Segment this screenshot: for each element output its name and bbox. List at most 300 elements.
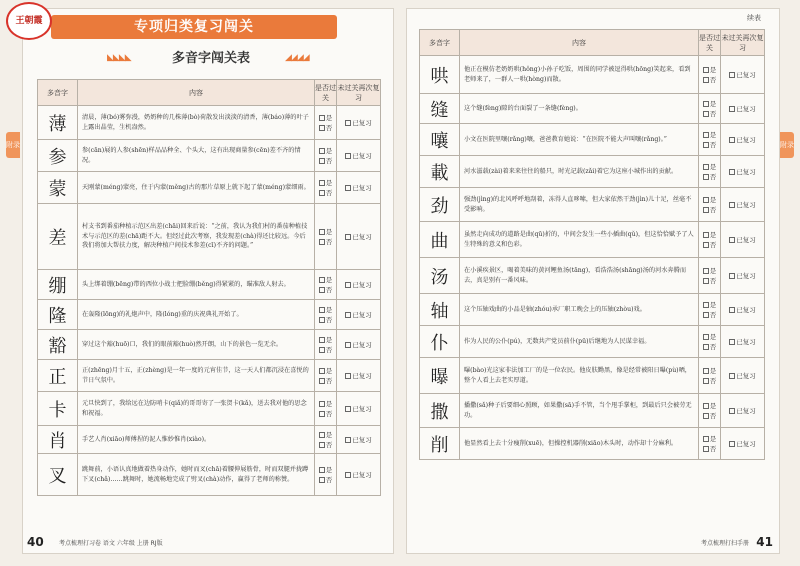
- col-header-content: 内容: [78, 80, 315, 106]
- col-header-char: 多音字: [420, 30, 460, 56]
- pass-yes-option[interactable]: [699, 99, 720, 109]
- checkbox-icon: [703, 378, 709, 384]
- example-sentence: 在小溪疾景区，喝着美味的黄河鲤鱼汤(tāng)，看浩浩汤(shāng)汤的河水奔腾而去，真是别有一番风味。: [460, 258, 699, 294]
- review-label: 已复习: [736, 201, 756, 209]
- pass-yes-option[interactable]: [699, 162, 720, 172]
- pass-yes-option[interactable]: [699, 130, 720, 140]
- pass-no-label: 否: [709, 109, 717, 118]
- review-cell: [337, 426, 381, 454]
- review-cell: [721, 326, 765, 358]
- pass-checkboxes: [699, 326, 721, 358]
- review-cell: [721, 156, 765, 188]
- table-row: [38, 140, 381, 172]
- checkbox-icon: [703, 111, 709, 117]
- checkbox-icon: [703, 446, 709, 452]
- review-option[interactable]: [345, 405, 372, 413]
- example-sentence: 穿过这个豁(huō)口，我们的眼前豁(huò)然开朗，山下的景色一览无余。: [78, 330, 315, 360]
- pass-no-option[interactable]: [699, 411, 720, 421]
- pass-no-option[interactable]: [315, 123, 336, 133]
- review-cell: [337, 106, 381, 140]
- review-cell: [337, 204, 381, 270]
- review-cell: [721, 258, 765, 294]
- pass-no-option[interactable]: [699, 240, 720, 250]
- table-row: [420, 428, 765, 460]
- example-sentence: 天刚蒙(méng)蒙亮，住于内蒙(měng)古的那片草原上就下起了蒙(méng)蒙细雨。: [78, 172, 315, 204]
- checkbox-icon: [703, 142, 709, 148]
- pass-no-option[interactable]: [315, 376, 336, 386]
- pass-checkboxes: [699, 94, 721, 124]
- checkbox-icon: [703, 101, 709, 107]
- checkbox-icon: [345, 437, 351, 443]
- pass-checkboxes: [699, 56, 721, 94]
- review-cell: [721, 294, 765, 326]
- review-option[interactable]: [729, 136, 756, 144]
- pass-no-label: 否: [709, 75, 717, 84]
- polyphone-char: 差: [38, 204, 78, 270]
- polyphone-char: 轴: [420, 294, 460, 326]
- pass-yes-label: 是: [325, 275, 333, 284]
- review-option[interactable]: [345, 119, 372, 127]
- pass-checkboxes: [315, 426, 337, 454]
- pass-no-label: 否: [325, 475, 333, 484]
- checkbox-icon: [319, 115, 325, 121]
- polyphone-char: 缝: [420, 94, 460, 124]
- page-number: 40: [27, 535, 44, 549]
- table-row: [38, 270, 381, 300]
- review-option[interactable]: [729, 272, 756, 280]
- review-option[interactable]: [345, 281, 372, 289]
- review-option[interactable]: [729, 71, 756, 79]
- example-sentence: 这个压轴戏曲的小品是轴(zhóu)承厂职工晚会上的压轴(zhòu)戏。: [460, 294, 699, 326]
- polyphone-char: 削: [420, 428, 460, 460]
- example-sentence: 他正在模仿老奶奶哄(hǒng)小孙子吃饭，周围的同学被逗得哄(hōng)笑起来，看到老师来了，一群人一哄(hòng)而散。: [460, 56, 699, 94]
- checkbox-icon: [729, 408, 735, 414]
- pass-no-label: 否: [709, 310, 717, 319]
- checkbox-icon: [729, 237, 735, 243]
- pass-yes-option[interactable]: [315, 305, 336, 315]
- pass-no-label: 否: [325, 188, 333, 197]
- brand-logo: 王朝霞: [6, 2, 52, 40]
- review-option[interactable]: [345, 436, 372, 444]
- pass-yes-label: 是: [325, 335, 333, 344]
- checkbox-icon: [345, 153, 351, 159]
- pass-yes-option[interactable]: [699, 65, 720, 75]
- pass-checkboxes: [699, 188, 721, 222]
- review-cell: [337, 300, 381, 330]
- checkbox-icon: [703, 413, 709, 419]
- pass-checkboxes: [315, 106, 337, 140]
- pass-yes-option[interactable]: [315, 465, 336, 475]
- checkbox-icon: [703, 368, 709, 374]
- pass-yes-label: 是: [325, 430, 333, 439]
- table-row: [420, 156, 765, 188]
- pass-yes-label: 是: [325, 465, 333, 474]
- table-row: [420, 294, 765, 326]
- pass-checkboxes: [699, 222, 721, 258]
- polyphone-char: 叉: [38, 454, 78, 496]
- review-label: 已复习: [352, 311, 372, 319]
- pass-no-label: 否: [709, 205, 717, 214]
- pass-yes-option[interactable]: [699, 401, 720, 411]
- polyphone-char: 仆: [420, 326, 460, 358]
- checkbox-icon: [703, 334, 709, 340]
- pass-checkboxes: [315, 360, 337, 392]
- pass-yes-label: 是: [325, 178, 333, 187]
- review-cell: [721, 124, 765, 156]
- pass-checkboxes: [699, 394, 721, 428]
- col-header-pass: 是否过关: [315, 80, 337, 106]
- checkbox-icon: [345, 342, 351, 348]
- pass-yes-option[interactable]: [315, 113, 336, 123]
- table-row: [38, 172, 381, 204]
- review-label: 已复习: [736, 136, 756, 144]
- polyphone-char: 載: [420, 156, 460, 188]
- pass-yes-label: 是: [325, 305, 333, 314]
- pass-checkboxes: [699, 258, 721, 294]
- checkbox-icon: [319, 337, 325, 343]
- table-row: [420, 188, 765, 222]
- col-header-char: 多音字: [38, 80, 78, 106]
- pass-checkboxes: [699, 156, 721, 188]
- pass-checkboxes: [315, 140, 337, 172]
- col-header-review: 未过关再次复习: [337, 80, 381, 106]
- pass-no-option[interactable]: [315, 285, 336, 295]
- pass-yes-option[interactable]: [315, 399, 336, 409]
- table-row: [38, 106, 381, 140]
- checkbox-icon: [319, 287, 325, 293]
- review-option[interactable]: [345, 311, 372, 319]
- table-row: [38, 392, 381, 426]
- review-label: 已复习: [736, 306, 756, 314]
- review-cell: [721, 56, 765, 94]
- review-option[interactable]: [345, 341, 372, 349]
- pass-yes-option[interactable]: [699, 332, 720, 342]
- pass-no-label: 否: [325, 156, 333, 165]
- checkbox-icon: [319, 477, 325, 483]
- polyphone-char: 嚷: [420, 124, 460, 156]
- checkbox-icon: [319, 467, 325, 473]
- pass-yes-label: 是: [709, 162, 717, 171]
- pass-no-option[interactable]: [315, 156, 336, 166]
- review-cell: [337, 330, 381, 360]
- example-sentence: 小文在医院里嚷(rǎng)嚷，爸爸教育她说：“在医院不能大声叫嚷(rǎng)。”: [460, 124, 699, 156]
- review-cell: [337, 360, 381, 392]
- pass-no-option[interactable]: [699, 376, 720, 386]
- polyphone-char: 豁: [38, 330, 78, 360]
- deco-right-icon: ◢◢◢◢: [285, 53, 309, 63]
- checkbox-icon: [729, 273, 735, 279]
- pass-no-option[interactable]: [699, 444, 720, 454]
- review-option[interactable]: [729, 338, 756, 346]
- polyphone-char: 隆: [38, 300, 78, 330]
- col-header-pass: 是否过关: [699, 30, 721, 56]
- pass-checkboxes: [315, 204, 337, 270]
- table-row: [420, 326, 765, 358]
- example-sentence: 播撒(sǎ)种子后要细心照顾，如果撒(sā)手不管，当个甩手掌柜，到最后只会被劳无功。: [460, 394, 699, 428]
- checkbox-icon: [319, 378, 325, 384]
- example-sentence: 在轰隆(lōng)的礼炮声中，隆(lóng)重的庆祝典礼开始了。: [78, 300, 315, 330]
- pass-no-label: 否: [325, 409, 333, 418]
- pass-no-label: 否: [709, 411, 717, 420]
- checkbox-icon: [703, 344, 709, 350]
- checkbox-icon: [703, 312, 709, 318]
- checkbox-icon: [703, 67, 709, 73]
- table-row: [420, 222, 765, 258]
- page-header: 专项归类复习闯关: [51, 15, 337, 39]
- pass-no-label: 否: [709, 172, 717, 181]
- example-sentence: 跳舞前，小语认真地做着热身动作，她时而叉(chā)着腰伸展筋骨，时而双腿并拢蹲下叉(chǎ)……跳舞时，她流畅地完成了劈叉(chà)动作，赢得了老师的称赞。: [78, 454, 315, 496]
- pass-no-option[interactable]: [315, 188, 336, 198]
- checkbox-icon: [319, 347, 325, 353]
- review-label: 已复习: [736, 440, 756, 448]
- pass-no-option[interactable]: [699, 109, 720, 119]
- review-label: 已复习: [736, 407, 756, 415]
- table-row: [420, 56, 765, 94]
- pass-no-option[interactable]: [699, 140, 720, 150]
- checkbox-icon: [729, 441, 735, 447]
- review-cell: [721, 222, 765, 258]
- review-label: 已复习: [352, 372, 372, 380]
- checkbox-icon: [345, 185, 351, 191]
- checkbox-icon: [345, 282, 351, 288]
- checkbox-icon: [729, 137, 735, 143]
- pass-yes-option[interactable]: [315, 275, 336, 285]
- example-sentence: 曝(bào)光这家非法加工厂的是一位农民。他皮肤黝黑，像是经常被阳日曝(pù)晒，整个人看上去老实厚道。: [460, 358, 699, 394]
- checkbox-icon: [703, 436, 709, 442]
- polyphone-char: 蒙: [38, 172, 78, 204]
- page-footer: 考点梳理打扫手册: [700, 540, 749, 547]
- review-cell: [337, 454, 381, 496]
- pass-yes-label: 是: [325, 113, 333, 122]
- pass-no-option[interactable]: [699, 310, 720, 320]
- table-row: [38, 454, 381, 496]
- polyphone-char: 曝: [420, 358, 460, 394]
- pass-yes-label: 是: [325, 227, 333, 236]
- checkbox-icon: [729, 202, 735, 208]
- checkbox-icon: [319, 401, 325, 407]
- review-option[interactable]: [345, 471, 372, 479]
- pass-yes-label: 是: [709, 332, 717, 341]
- checkbox-icon: [703, 77, 709, 83]
- polyphone-char: 正: [38, 360, 78, 392]
- pass-checkboxes: [315, 270, 337, 300]
- appendix-tab-right: 附录: [780, 132, 794, 158]
- polyphone-char: 哄: [420, 56, 460, 94]
- checkbox-icon: [345, 373, 351, 379]
- pass-no-label: 否: [709, 140, 717, 149]
- table-row: [38, 330, 381, 360]
- section-title: 多音字闯关表: [171, 51, 250, 66]
- pass-checkboxes: [315, 454, 337, 496]
- pass-no-option[interactable]: [315, 475, 336, 485]
- pass-yes-option[interactable]: [315, 430, 336, 440]
- table-row: [420, 358, 765, 394]
- pass-yes-option[interactable]: [699, 366, 720, 376]
- example-sentence: 手艺人肖(xiāo)师傅捏的泥人惟妙惟肖(xiào)。: [78, 426, 315, 454]
- checkbox-icon: [703, 174, 709, 180]
- example-sentence: 参(cān)展的人参(shēn)样品品种全、个头大，这有出现商量参(cēn)差不齐的情况。: [78, 140, 315, 172]
- checkbox-icon: [319, 180, 325, 186]
- pass-no-option[interactable]: [315, 440, 336, 450]
- example-sentence: 他显然看上去十分瘦削(xuē)，但操控机器削(xiāo)木头时，动作却十分麻利。: [460, 428, 699, 460]
- review-option[interactable]: [345, 184, 372, 192]
- review-label: 已复习: [736, 105, 756, 113]
- checkbox-icon: [729, 106, 735, 112]
- pass-yes-label: 是: [325, 399, 333, 408]
- checkbox-icon: [345, 406, 351, 412]
- pass-no-label: 否: [709, 240, 717, 249]
- checkbox-icon: [319, 411, 325, 417]
- right-page: [406, 8, 780, 554]
- table-row: [420, 94, 765, 124]
- table-row: [420, 394, 765, 428]
- review-option[interactable]: [729, 407, 756, 415]
- review-cell: [337, 140, 381, 172]
- example-sentence: 河水滋载(zài)着来来往往的船只，时光记载(zǎi)着它为这座小城作出的贡献。: [460, 156, 699, 188]
- example-sentence: 元旦快到了，我给远在边防哨卡(qiǎ)的哥哥寄了一张贺卡(kǎ)，送去我对他的思念和祝福。: [78, 392, 315, 426]
- review-label: 已复习: [352, 184, 372, 192]
- review-cell: [721, 188, 765, 222]
- review-option[interactable]: [345, 372, 372, 380]
- polyphone-char: 曲: [420, 222, 460, 258]
- pass-no-option[interactable]: [315, 409, 336, 419]
- pass-yes-label: 是: [709, 434, 717, 443]
- pass-no-option[interactable]: [699, 172, 720, 182]
- review-cell: [721, 358, 765, 394]
- checkbox-icon: [703, 268, 709, 274]
- review-option[interactable]: [345, 152, 372, 160]
- review-option[interactable]: [729, 440, 756, 448]
- pass-yes-label: 是: [709, 195, 717, 204]
- example-sentence: 正(zhēng)月十五，正(zhèng)是一年一度的元宵佳节，这一天人们都沉浸在喜悦的节日气氛中。: [78, 360, 315, 392]
- pass-yes-label: 是: [709, 65, 717, 74]
- example-sentence: 这个缝(fèng)隙的台面裂了一条缝(fèng)。: [460, 94, 699, 124]
- pass-yes-label: 是: [709, 230, 717, 239]
- pass-checkboxes: [699, 358, 721, 394]
- checkbox-icon: [319, 442, 325, 448]
- pass-no-option[interactable]: [315, 345, 336, 355]
- left-page: [22, 8, 394, 554]
- pass-yes-option[interactable]: [699, 230, 720, 240]
- review-cell: [337, 172, 381, 204]
- review-label: 已复习: [736, 372, 756, 380]
- review-label: 已复习: [736, 272, 756, 280]
- pass-no-option[interactable]: [315, 315, 336, 325]
- pass-checkboxes: [699, 124, 721, 156]
- pass-checkboxes: [315, 392, 337, 426]
- pass-no-label: 否: [325, 440, 333, 449]
- review-option[interactable]: [729, 236, 756, 244]
- polyphone-char: 肖: [38, 426, 78, 454]
- pass-no-option[interactable]: [315, 237, 336, 247]
- continued-label: 续表: [747, 14, 761, 22]
- polyphone-table-left: [37, 79, 381, 496]
- appendix-tab-left: 附录: [6, 132, 20, 158]
- review-option[interactable]: [729, 372, 756, 380]
- example-sentence: 作为人民的公仆(pú)，无数共产党员前仆(pū)后继地为人民谋幸福。: [460, 326, 699, 358]
- review-label: 已复习: [736, 338, 756, 346]
- table-row: [38, 300, 381, 330]
- pass-yes-label: 是: [709, 366, 717, 375]
- pass-yes-label: 是: [709, 401, 717, 410]
- checkbox-icon: [729, 373, 735, 379]
- pass-no-label: 否: [709, 376, 717, 385]
- example-sentence: 虽然走向成功的道路是曲(qū)折的，中间会发生一些小插曲(qǔ)，但这恰恰赋予了人生特殊的意义和色彩。: [460, 222, 699, 258]
- pass-yes-option[interactable]: [315, 146, 336, 156]
- polyphone-char: 绷: [38, 270, 78, 300]
- pass-no-label: 否: [325, 285, 333, 294]
- table-row: [420, 258, 765, 294]
- checkbox-icon: [729, 339, 735, 345]
- checkbox-icon: [729, 72, 735, 78]
- review-option[interactable]: [729, 105, 756, 113]
- example-sentence: 头上绑着绷(bēng)带的西位小战士把脸绷(běng)得紧紧的，瞄准敌人射去。: [78, 270, 315, 300]
- checkbox-icon: [703, 132, 709, 138]
- review-option[interactable]: [729, 306, 756, 314]
- polyphone-char: 卡: [38, 392, 78, 426]
- review-cell: [721, 394, 765, 428]
- checkbox-icon: [345, 120, 351, 126]
- example-sentence: 强劲(jìng)的北风呼呼地刮着，冻得人直哆嗦，但大家依然干劲(jìn)儿十足，丝毫不受影响。: [460, 188, 699, 222]
- pass-no-label: 否: [709, 342, 717, 351]
- pass-yes-option[interactable]: [315, 366, 336, 376]
- pass-yes-option[interactable]: [315, 335, 336, 345]
- review-cell: [721, 428, 765, 460]
- checkbox-icon: [319, 432, 325, 438]
- review-option[interactable]: [345, 233, 372, 241]
- pass-checkboxes: [315, 172, 337, 204]
- pass-checkboxes: [315, 300, 337, 330]
- checkbox-icon: [703, 242, 709, 248]
- checkbox-icon: [319, 277, 325, 283]
- checkbox-icon: [319, 158, 325, 164]
- checkbox-icon: [729, 169, 735, 175]
- pass-no-label: 否: [325, 315, 333, 324]
- table-row: [38, 204, 381, 270]
- pass-no-option[interactable]: [699, 205, 720, 215]
- page-number: 41: [756, 535, 773, 549]
- pass-yes-option[interactable]: [315, 178, 336, 188]
- checkbox-icon: [703, 302, 709, 308]
- pass-yes-option[interactable]: [315, 227, 336, 237]
- pass-yes-label: 是: [325, 146, 333, 155]
- pass-yes-label: 是: [709, 130, 717, 139]
- checkbox-icon: [319, 368, 325, 374]
- col-header-review: 未过关再次复习: [721, 30, 765, 56]
- review-label: 已复习: [736, 71, 756, 79]
- pass-yes-option[interactable]: [699, 434, 720, 444]
- deco-left-icon: ◣◣◣◣: [107, 53, 131, 63]
- pass-no-option[interactable]: [699, 276, 720, 286]
- review-cell: [337, 392, 381, 426]
- pass-no-label: 否: [325, 123, 333, 132]
- review-label: 已复习: [352, 233, 372, 241]
- polyphone-char: 薄: [38, 106, 78, 140]
- pass-yes-label: 是: [709, 99, 717, 108]
- review-label: 已复习: [352, 281, 372, 289]
- pass-no-option[interactable]: [699, 342, 720, 352]
- pass-checkboxes: [699, 294, 721, 326]
- pass-yes-label: 是: [325, 366, 333, 375]
- pass-no-option[interactable]: [699, 75, 720, 85]
- pass-yes-option[interactable]: [699, 300, 720, 310]
- pass-yes-option[interactable]: [699, 195, 720, 205]
- checkbox-icon: [319, 125, 325, 131]
- pass-yes-option[interactable]: [699, 266, 720, 276]
- review-option[interactable]: [729, 168, 756, 176]
- review-option[interactable]: [729, 201, 756, 209]
- checkbox-icon: [703, 403, 709, 409]
